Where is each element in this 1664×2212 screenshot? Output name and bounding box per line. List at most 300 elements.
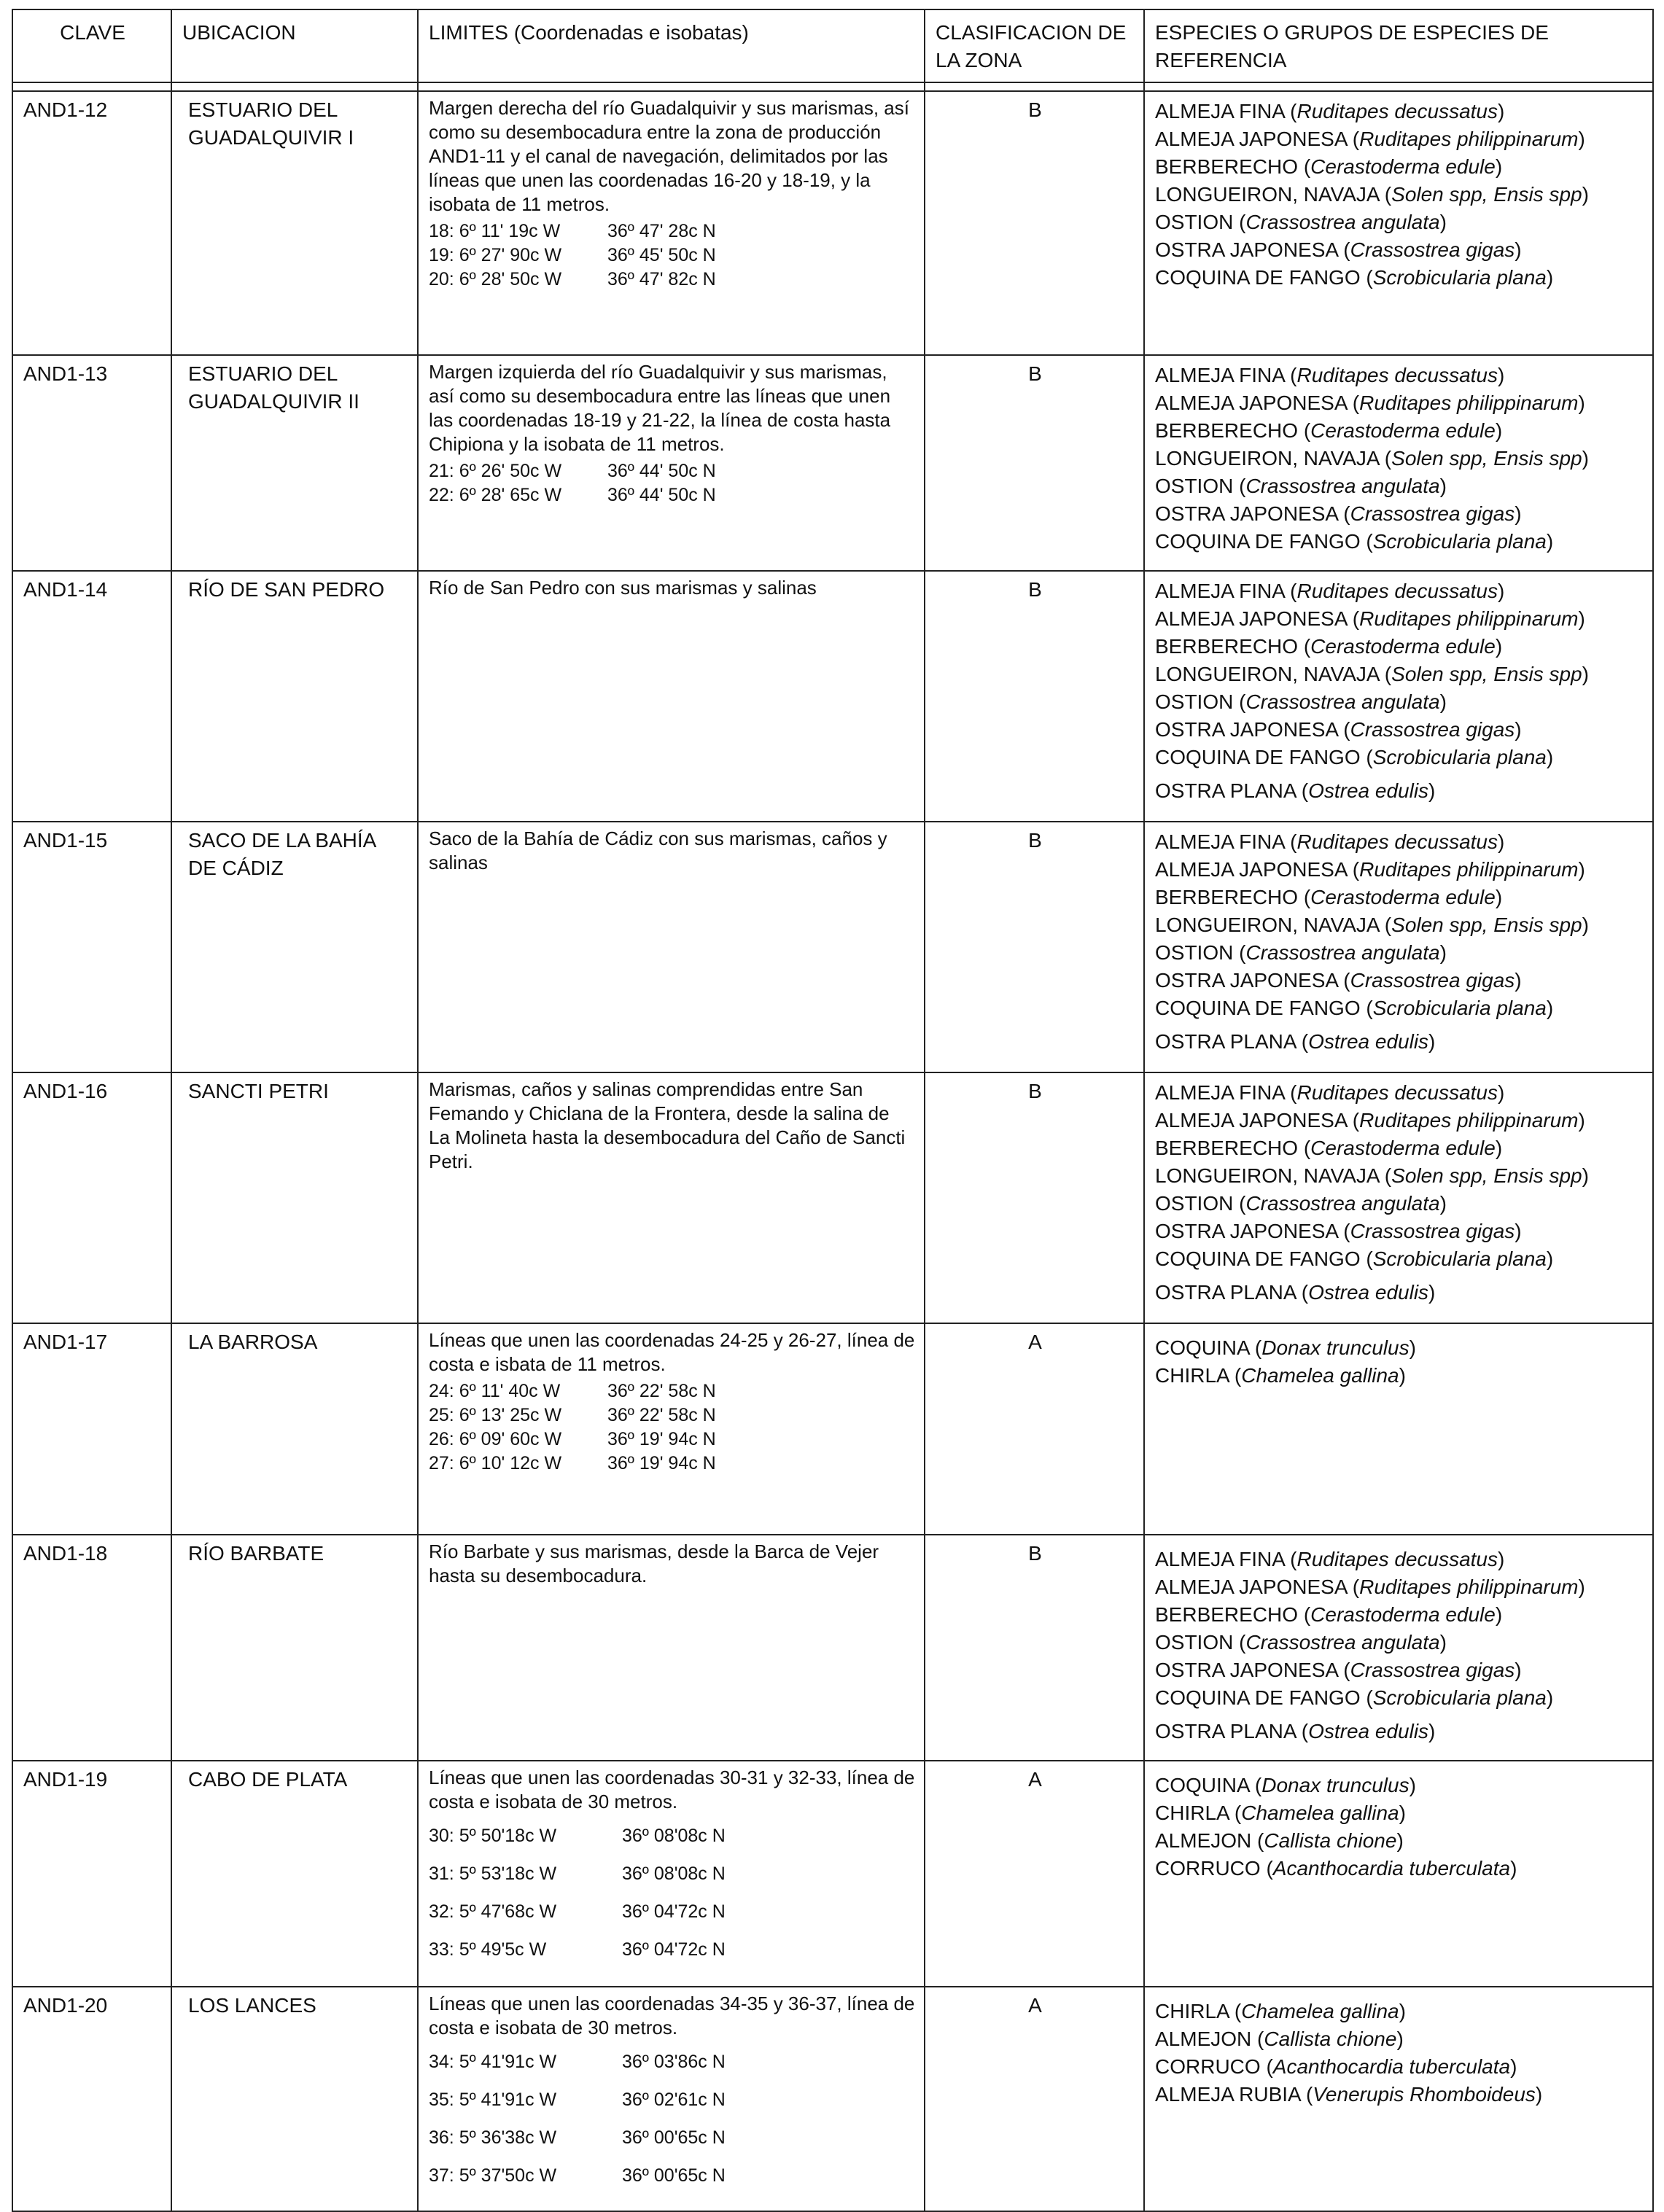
limites-description: Margen derecha del río Guadalquivir y sus marismas, así como su desembocadura entre la zona de producción AND1-11 y el canal de navegación, delimitados por las líneas que unen las coordenadas 16-20 y 18-19, y la isobata de 11 metros. [429,97,909,215]
species-common-name: COQUINA DE FANGO ( [1155,1686,1373,1709]
species-closing-paren: ) [1396,1829,1404,1852]
species-item [1155,528,1644,556]
species-scientific-name: Crassostrea gigas [1350,718,1515,741]
species-closing-paren: ) [1498,1548,1505,1570]
species-closing-paren: ) [1428,779,1436,802]
species-closing-paren: ) [1498,364,1505,386]
species-scientific-name: Callista chione [1264,2028,1397,2050]
species-common-name: ALMEJA FINA ( [1155,1548,1297,1570]
species-closing-paren: ) [1582,914,1589,936]
cell-limites [418,91,925,355]
species-closing-paren: ) [1439,475,1447,497]
species-item [1155,856,1644,884]
species-common-name: BERBERECHO ( [1155,1603,1311,1626]
limites-description: Saco de la Bahía de Cádiz con sus marismas, caños y salinas [429,827,887,873]
species-scientific-name: Ostrea edulis [1308,1720,1429,1742]
table-row [12,571,1653,822]
species-item [1155,1245,1644,1273]
species-scientific-name: Crassostrea angulata [1245,941,1440,964]
species-closing-paren: ) [1578,128,1585,150]
species-common-name: OSTION ( [1155,1631,1246,1654]
coordinate-longitude: 26: 6º 09' 60c W [429,1429,562,1449]
cell-especies [1144,1987,1653,2211]
species-common-name: ALMEJA JAPONESA ( [1155,392,1360,414]
cell-clasificacion: B [925,91,1144,355]
species-closing-paren: ) [1439,941,1447,964]
species-item [1155,1546,1644,1573]
limites-description: Líneas que unen las coordenadas 24-25 y 26-27, línea de costa e isbata de 11 metros. [429,1329,915,1375]
species-item [1155,445,1644,472]
cell-clave: AND1-19 [12,1761,171,1987]
coordinate-latitude: 36º 45' 50c N [607,245,716,265]
species-scientific-name: Ruditapes decussatus [1296,580,1498,602]
species-scientific-name: Crassostrea gigas [1350,1659,1515,1681]
coordinate-latitude: 36º 47' 28c N [607,221,716,241]
species-common-name: COQUINA DE FANGO ( [1155,530,1373,553]
coordinate-row [429,1855,915,1893]
species-item [1155,1827,1644,1855]
species-scientific-name: Solen spp, Ensis spp [1391,663,1582,685]
coordinates-list [429,459,915,507]
species-item [1155,1998,1644,2025]
species-item [1155,1028,1644,1056]
species-common-name: BERBERECHO ( [1155,1137,1311,1159]
species-closing-paren: ) [1439,211,1447,233]
species-common-name: CORRUCO ( [1155,2055,1273,2078]
species-scientific-name: Chamelea gallina [1241,2000,1399,2022]
species-common-name: ALMEJA FINA ( [1155,830,1297,853]
species-common-name: COQUINA DE FANGO ( [1155,746,1373,768]
species-item [1155,1718,1644,1745]
coordinate-row [429,1379,915,1403]
species-item [1155,98,1644,125]
limites-description: Líneas que unen las coordenadas 30-31 y 32-33, línea de costa e isobata de 30 metros. [429,1767,915,1812]
coordinate-latitude: 36º 04'72c N [622,1939,726,1960]
coordinates-list [429,219,915,292]
species-scientific-name: Cerastoderma edule [1310,886,1496,908]
species-scientific-name: Crassostrea gigas [1350,1220,1515,1242]
cell-limites [418,1323,925,1535]
species-common-name: ALMEJA FINA ( [1155,1081,1297,1104]
species-scientific-name: Solen spp, Ensis spp [1391,1164,1582,1187]
species-closing-paren: ) [1546,1247,1554,1270]
species-closing-paren: ) [1515,1220,1522,1242]
cell-clasificacion: A [925,1987,1144,2211]
species-scientific-name: Ruditapes decussatus [1296,364,1498,386]
cell-especies [1144,571,1653,822]
species-scientific-name: Ruditapes decussatus [1296,100,1498,122]
species-item [1155,264,1644,292]
species-scientific-name: Crassostrea angulata [1245,1192,1440,1215]
cell-limites [418,1072,925,1323]
cell-clave: AND1-15 [12,822,171,1072]
species-common-name: OSTRA JAPONESA ( [1155,1659,1350,1681]
coordinate-longitude: 24: 6º 11' 40c W [429,1381,561,1401]
species-item [1155,472,1644,500]
species-item [1155,125,1644,153]
coordinate-longitude: 33: 5º 49'5c W [429,1939,547,1960]
coordinate-longitude: 18: 6º 11' 19c W [429,221,561,241]
species-common-name: LONGUEIRON, NAVAJA ( [1155,447,1392,470]
species-item [1155,967,1644,994]
coordinate-latitude: 36º 19' 94c N [607,1429,716,1449]
species-closing-paren: ) [1546,266,1554,289]
species-closing-paren: ) [1498,1081,1505,1104]
species-item [1155,209,1644,236]
species-closing-paren: ) [1409,1774,1416,1796]
species-common-name: BERBERECHO ( [1155,635,1311,658]
species-common-name: ALMEJA JAPONESA ( [1155,858,1360,881]
species-item [1155,1079,1644,1107]
cell-ubicacion: LA BARROSA [171,1323,418,1535]
species-common-name: LONGUEIRON, NAVAJA ( [1155,1164,1392,1187]
coordinate-row [429,1893,915,1931]
coordinate-row [429,1428,915,1452]
species-scientific-name: Ruditapes philippinarum [1359,128,1579,150]
species-closing-paren: ) [1495,886,1503,908]
species-closing-paren: ) [1495,155,1503,178]
species-scientific-name: Crassostrea gigas [1350,969,1515,992]
species-scientific-name: Cerastoderma edule [1310,1137,1496,1159]
species-item [1155,417,1644,445]
species-scientific-name: Cerastoderma edule [1310,419,1496,442]
species-item [1155,2025,1644,2053]
cell-ubicacion: LOS LANCES [171,1987,418,2211]
species-common-name: OSTRA PLANA ( [1155,1281,1309,1304]
coordinate-longitude: 22: 6º 28' 65c W [429,485,562,505]
cell-clave: AND1-20 [12,1987,171,2211]
species-common-name: CHIRLA ( [1155,1802,1242,1824]
species-scientific-name: Ruditapes decussatus [1296,1548,1498,1570]
coordinate-longitude: 30: 5º 50'18c W [429,1826,557,1846]
table-header-row [12,9,1653,82]
cell-ubicacion: RÍO DE SAN PEDRO [171,571,418,822]
header-spacer [12,82,1653,91]
species-common-name: CHIRLA ( [1155,2000,1242,2022]
species-closing-paren: ) [1546,530,1554,553]
species-closing-paren: ) [1578,607,1585,630]
species-scientific-name: Ruditapes philippinarum [1359,607,1579,630]
species-scientific-name: Ostrea edulis [1308,779,1429,802]
table-row [12,1535,1653,1761]
species-closing-paren: ) [1428,1720,1436,1742]
coordinate-row [429,2157,915,2195]
species-closing-paren: ) [1578,392,1585,414]
species-common-name: OSTRA JAPONESA ( [1155,969,1350,992]
species-common-name: CORRUCO ( [1155,1857,1273,1880]
species-scientific-name: Scrobicularia plana [1372,746,1547,768]
species-common-name: ALMEJA JAPONESA ( [1155,128,1360,150]
species-common-name: OSTION ( [1155,690,1246,713]
species-common-name: OSTION ( [1155,211,1246,233]
coordinate-latitude: 36º 00'65c N [622,2165,726,2186]
species-scientific-name: Ruditapes philippinarum [1359,392,1579,414]
species-closing-paren: ) [1439,1192,1447,1215]
coordinate-latitude: 36º 04'72c N [622,1901,726,1922]
species-scientific-name: Donax trunculus [1261,1774,1410,1796]
coordinate-latitude: 36º 00'65c N [622,2127,726,2148]
coordinates-list [429,2043,915,2195]
coordinate-latitude: 36º 47' 82c N [607,269,716,289]
coordinate-latitude: 36º 03'86c N [622,2052,726,2072]
species-scientific-name: Chamelea gallina [1241,1364,1399,1387]
table-row [12,1761,1653,1987]
species-scientific-name: Venerupis Rhomboideus [1313,2083,1536,2106]
species-common-name: OSTION ( [1155,475,1246,497]
species-item [1155,661,1644,688]
species-item [1155,1684,1644,1712]
species-closing-paren: ) [1515,1659,1522,1681]
species-scientific-name: Donax trunculus [1261,1336,1410,1359]
species-item [1155,1772,1644,1799]
species-item [1155,236,1644,264]
species-item [1155,362,1644,389]
species-scientific-name: Scrobicularia plana [1372,997,1547,1019]
species-closing-paren: ) [1396,2028,1404,2050]
cell-limites [418,1535,925,1761]
species-item [1155,1362,1644,1390]
coordinate-longitude: 25: 6º 13' 25c W [429,1405,562,1425]
limites-description: Líneas que unen las coordenadas 34-35 y 36-37, línea de costa e isobata de 30 metros. [429,1993,915,2038]
species-closing-paren: ) [1510,1857,1517,1880]
cell-clasificacion: A [925,1323,1144,1535]
cell-ubicacion: RÍO BARBATE [171,1535,418,1761]
species-closing-paren: ) [1495,635,1503,658]
species-item [1155,633,1644,661]
species-item [1155,577,1644,605]
species-common-name: ALMEJA FINA ( [1155,364,1297,386]
species-scientific-name: Cerastoderma edule [1310,635,1496,658]
limites-description: Margen izquierda del río Guadalquivir y sus marismas, así como su desembocadura entre las líneas que unen las coordenadas 18-19 y 21-22, la línea de costa hasta Chipiona y la isobata de 11 metros. [429,361,891,455]
species-closing-paren: ) [1515,718,1522,741]
cell-clave: AND1-16 [12,1072,171,1323]
species-common-name: COQUINA ( [1155,1336,1262,1359]
species-item [1155,1190,1644,1218]
species-item [1155,1279,1644,1306]
limites-description: Río de San Pedro con sus marismas y salinas [429,577,817,599]
species-closing-paren: ) [1428,1030,1436,1053]
species-closing-paren: ) [1546,1686,1554,1709]
coordinate-row [429,2043,915,2081]
coordinate-row [429,1817,915,1855]
coordinate-row [429,1452,915,1476]
species-scientific-name: Crassostrea angulata [1245,690,1440,713]
cell-especies [1144,355,1653,571]
species-item [1155,1629,1644,1656]
species-item [1155,777,1644,805]
species-item [1155,1656,1644,1684]
species-common-name: OSTRA JAPONESA ( [1155,1220,1350,1242]
table-row [12,1987,1653,2211]
species-scientific-name: Ruditapes decussatus [1296,830,1498,853]
species-item [1155,1134,1644,1162]
species-closing-paren: ) [1582,1164,1589,1187]
species-common-name: ALMEJA JAPONESA ( [1155,607,1360,630]
table-row [12,1323,1653,1535]
species-item [1155,1855,1644,1882]
species-item [1155,884,1644,911]
coordinate-row [429,459,915,483]
coordinate-longitude: 32: 5º 47'68c W [429,1901,557,1922]
species-item [1155,181,1644,209]
coordinate-latitude: 36º 44' 50c N [607,461,716,481]
species-common-name: OSTRA JAPONESA ( [1155,502,1350,525]
species-scientific-name: Crassostrea gigas [1350,238,1515,261]
species-scientific-name: Crassostrea angulata [1245,1631,1440,1654]
species-scientific-name: Chamelea gallina [1241,1802,1399,1824]
species-item [1155,716,1644,744]
species-closing-paren: ) [1495,1137,1503,1159]
species-scientific-name: Ostrea edulis [1308,1281,1429,1304]
shellfish-zones-table [12,9,1654,2212]
species-common-name: COQUINA ( [1155,1774,1262,1796]
species-closing-paren: ) [1510,2055,1517,2078]
species-item [1155,911,1644,939]
species-common-name: COQUINA DE FANGO ( [1155,266,1373,289]
species-common-name: ALMEJA JAPONESA ( [1155,1576,1360,1598]
species-closing-paren: ) [1578,858,1585,881]
coordinate-longitude: 35: 5º 41'91c W [429,2090,557,2110]
species-scientific-name: Ruditapes decussatus [1296,1081,1498,1104]
species-common-name: CHIRLA ( [1155,1364,1242,1387]
species-closing-paren: ) [1578,1109,1585,1132]
coordinate-latitude: 36º 22' 58c N [607,1405,716,1425]
species-closing-paren: ) [1515,238,1522,261]
species-scientific-name: Ruditapes philippinarum [1359,1109,1579,1132]
coordinate-latitude: 36º 08'08c N [622,1864,726,1884]
species-item [1155,1334,1644,1362]
cell-especies [1144,1535,1653,1761]
coordinate-longitude: 19: 6º 27' 90c W [429,245,562,265]
species-common-name: ALMEJA FINA ( [1155,100,1297,122]
coordinate-row [429,219,915,244]
species-closing-paren: ) [1495,419,1503,442]
species-item [1155,500,1644,528]
species-common-name: OSTRA PLANA ( [1155,1720,1309,1742]
coordinate-row [429,2119,915,2157]
coordinate-row [429,244,915,268]
coordinate-row [429,1403,915,1428]
species-closing-paren: ) [1582,183,1589,206]
cell-limites [418,1987,925,2211]
cell-clasificacion: B [925,822,1144,1072]
cell-ubicacion: SACO DE LA BAHÍA DE CÁDIZ [171,822,418,1072]
table-row [12,822,1653,1072]
species-item [1155,1573,1644,1601]
species-scientific-name: Crassostrea angulata [1245,475,1440,497]
species-item [1155,1601,1644,1629]
species-item [1155,939,1644,967]
species-item [1155,994,1644,1022]
coordinates-list [429,1817,915,1968]
species-item [1155,1799,1644,1827]
coordinate-row [429,483,915,507]
species-item [1155,605,1644,633]
coordinate-latitude: 36º 44' 50c N [607,485,716,505]
species-scientific-name: Solen spp, Ensis spp [1391,447,1582,470]
coordinate-longitude: 20: 6º 28' 50c W [429,269,562,289]
species-common-name: OSTRA PLANA ( [1155,779,1309,802]
species-scientific-name: Crassostrea gigas [1350,502,1515,525]
species-closing-paren: ) [1546,997,1554,1019]
coordinate-row [429,1931,915,1968]
table-row [12,91,1653,355]
species-closing-paren: ) [1546,746,1554,768]
cell-clasificacion: A [925,1761,1144,1987]
species-closing-paren: ) [1399,1802,1406,1824]
species-closing-paren: ) [1399,1364,1406,1387]
header-especies: ESPECIES O GRUPOS DE ESPECIES DE REFERENCIA [1144,9,1653,82]
coordinate-latitude: 36º 08'08c N [622,1826,726,1846]
header-limites: LIMITES (Coordenadas e isobatas) [418,9,925,82]
coordinate-longitude: 34: 5º 41'91c W [429,2052,557,2072]
species-closing-paren: ) [1439,1631,1447,1654]
cell-limites [418,1761,925,1987]
species-closing-paren: ) [1582,447,1589,470]
species-closing-paren: ) [1578,1576,1585,1598]
table-row [12,1072,1653,1323]
species-item [1155,153,1644,181]
cell-especies [1144,1323,1653,1535]
species-common-name: ALMEJON ( [1155,1829,1264,1852]
table-body [12,91,1653,2211]
limites-description: Marismas, caños y salinas comprendidas entre San Femando y Chiclana de la Frontera, desde la salina de La Molineta hasta la desembocadura del Caño de Sancti Petri. [429,1078,906,1172]
species-common-name: BERBERECHO ( [1155,419,1311,442]
species-item [1155,2053,1644,2081]
species-item [1155,828,1644,856]
species-common-name: COQUINA DE FANGO ( [1155,997,1373,1019]
species-scientific-name: Cerastoderma edule [1310,155,1496,178]
species-common-name: OSTRA PLANA ( [1155,1030,1309,1053]
cell-clasificacion: B [925,571,1144,822]
cell-clasificacion: B [925,1535,1144,1761]
species-closing-paren: ) [1498,830,1505,853]
species-scientific-name: Solen spp, Ensis spp [1391,183,1582,206]
species-item [1155,688,1644,716]
species-item [1155,1107,1644,1134]
species-common-name: LONGUEIRON, NAVAJA ( [1155,663,1392,685]
species-closing-paren: ) [1439,690,1447,713]
coordinate-latitude: 36º 22' 58c N [607,1381,716,1401]
species-scientific-name: Acanthocardia tuberculata [1272,1857,1511,1880]
coordinate-row [429,2081,915,2119]
cell-clasificacion: B [925,355,1144,571]
species-common-name: BERBERECHO ( [1155,886,1311,908]
species-common-name: LONGUEIRON, NAVAJA ( [1155,914,1392,936]
species-scientific-name: Cerastoderma edule [1310,1603,1496,1626]
species-closing-paren: ) [1495,1603,1503,1626]
cell-especies [1144,822,1653,1072]
species-common-name: BERBERECHO ( [1155,155,1311,178]
header-ubicacion: UBICACION [171,9,418,82]
cell-clasificacion: B [925,1072,1144,1323]
species-common-name: ALMEJON ( [1155,2028,1264,2050]
species-closing-paren: ) [1582,663,1589,685]
species-common-name: COQUINA DE FANGO ( [1155,1247,1373,1270]
cell-clave: AND1-14 [12,571,171,822]
species-scientific-name: Scrobicularia plana [1372,1686,1547,1709]
species-scientific-name: Acanthocardia tuberculata [1272,2055,1511,2078]
species-item [1155,744,1644,771]
coordinate-longitude: 37: 5º 37'50c W [429,2165,557,2186]
species-scientific-name: Ostrea edulis [1308,1030,1429,1053]
header-clave: CLAVE [12,9,171,82]
species-common-name: OSTION ( [1155,941,1246,964]
coordinate-row [429,268,915,292]
cell-clave: AND1-17 [12,1323,171,1535]
species-scientific-name: Scrobicularia plana [1372,1247,1547,1270]
species-scientific-name: Scrobicularia plana [1372,266,1547,289]
